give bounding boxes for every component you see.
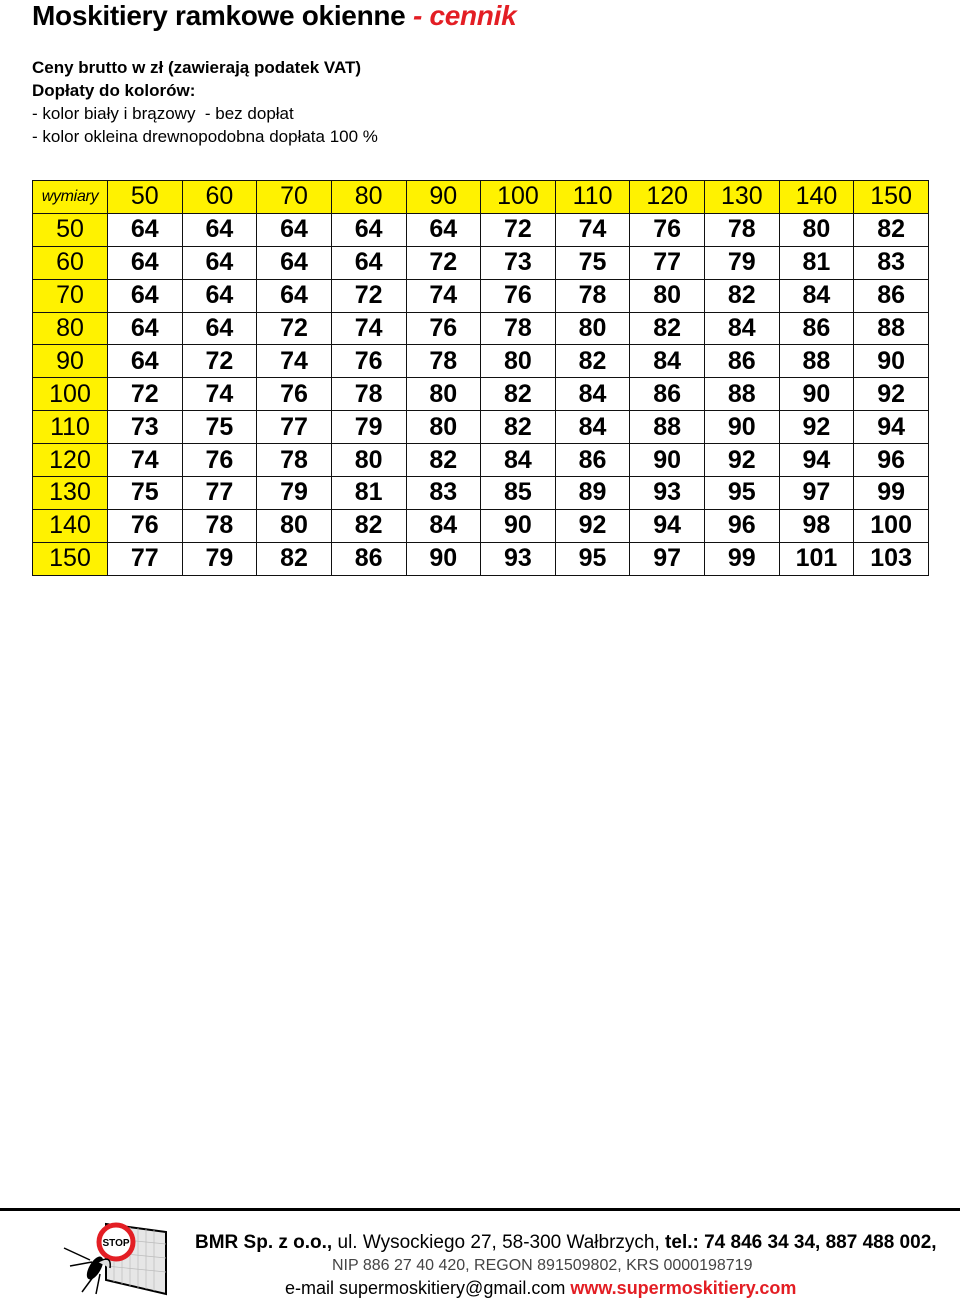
price-cell: 90 bbox=[779, 378, 854, 411]
address-line bbox=[195, 1231, 935, 1254]
price-cell: 92 bbox=[779, 411, 854, 444]
prices-note: Ceny brutto w zł (zawierają podatek VAT) bbox=[32, 58, 362, 77]
price-cell: 78 bbox=[331, 378, 406, 411]
price-cell: 78 bbox=[481, 312, 556, 345]
title-accent: - cennik bbox=[412, 0, 517, 31]
price-cell: 64 bbox=[182, 246, 257, 279]
price-cell: 88 bbox=[705, 378, 780, 411]
company-phone: tel.: 74 846 34 34, 887 488 002, bbox=[665, 1232, 937, 1253]
column-header: 130 bbox=[705, 181, 780, 214]
price-cell: 80 bbox=[555, 312, 630, 345]
price-cell: 80 bbox=[406, 378, 481, 411]
price-cell: 74 bbox=[331, 312, 406, 345]
price-cell: 64 bbox=[406, 213, 481, 246]
price-cell: 80 bbox=[630, 279, 705, 312]
price-cell: 76 bbox=[630, 213, 705, 246]
price-cell: 72 bbox=[481, 213, 556, 246]
price-cell: 79 bbox=[182, 542, 257, 575]
price-cell: 100 bbox=[854, 509, 929, 542]
price-cell: 76 bbox=[257, 378, 332, 411]
row-header: 120 bbox=[33, 444, 108, 477]
price-cell: 82 bbox=[481, 411, 556, 444]
price-cell: 64 bbox=[257, 279, 332, 312]
price-cell: 77 bbox=[630, 246, 705, 279]
surcharge-line-2: - kolor okleina drewnopodobna dopłata 100 % bbox=[32, 127, 378, 146]
price-cell: 72 bbox=[257, 312, 332, 345]
price-cell: 99 bbox=[854, 477, 929, 510]
price-cell: 101 bbox=[779, 542, 854, 575]
column-header: 150 bbox=[854, 181, 929, 214]
row-header: 130 bbox=[33, 477, 108, 510]
table-row bbox=[33, 213, 929, 246]
price-cell: 64 bbox=[108, 213, 183, 246]
table-row bbox=[33, 477, 929, 510]
column-header: 110 bbox=[555, 181, 630, 214]
table-row bbox=[33, 378, 929, 411]
price-cell: 82 bbox=[705, 279, 780, 312]
price-cell: 85 bbox=[481, 477, 556, 510]
column-header: 80 bbox=[331, 181, 406, 214]
price-cell: 72 bbox=[331, 279, 406, 312]
price-cell: 103 bbox=[854, 542, 929, 575]
price-cell: 82 bbox=[481, 378, 556, 411]
price-cell: 84 bbox=[406, 509, 481, 542]
price-table bbox=[32, 180, 929, 576]
price-cell: 76 bbox=[481, 279, 556, 312]
price-cell: 86 bbox=[779, 312, 854, 345]
table-row bbox=[33, 444, 929, 477]
row-header: 80 bbox=[33, 312, 108, 345]
price-cell: 82 bbox=[555, 345, 630, 378]
price-cell: 99 bbox=[705, 542, 780, 575]
price-cell: 82 bbox=[331, 509, 406, 542]
table-row bbox=[33, 542, 929, 575]
column-header: 100 bbox=[481, 181, 556, 214]
price-cell: 90 bbox=[406, 542, 481, 575]
row-header: 150 bbox=[33, 542, 108, 575]
column-header: 90 bbox=[406, 181, 481, 214]
row-header: 110 bbox=[33, 411, 108, 444]
price-cell: 77 bbox=[108, 542, 183, 575]
price-cell: 72 bbox=[182, 345, 257, 378]
price-cell: 80 bbox=[406, 411, 481, 444]
mosquito-stop-logo-icon bbox=[62, 1218, 170, 1296]
price-cell: 95 bbox=[555, 542, 630, 575]
column-header: 120 bbox=[630, 181, 705, 214]
table-header-row bbox=[33, 181, 929, 214]
price-cell: 75 bbox=[108, 477, 183, 510]
price-cell: 84 bbox=[705, 312, 780, 345]
price-cell: 64 bbox=[182, 279, 257, 312]
price-cell: 88 bbox=[854, 312, 929, 345]
price-cell: 77 bbox=[182, 477, 257, 510]
price-cell: 92 bbox=[854, 378, 929, 411]
svg-text:STOP: STOP bbox=[102, 1238, 130, 1249]
price-cell: 80 bbox=[257, 509, 332, 542]
pricing-info bbox=[32, 56, 378, 148]
price-cell: 94 bbox=[854, 411, 929, 444]
price-cell: 84 bbox=[555, 411, 630, 444]
price-cell: 90 bbox=[705, 411, 780, 444]
price-cell: 90 bbox=[630, 444, 705, 477]
price-cell: 78 bbox=[555, 279, 630, 312]
price-cell: 94 bbox=[779, 444, 854, 477]
price-cell: 64 bbox=[257, 213, 332, 246]
price-cell: 96 bbox=[854, 444, 929, 477]
price-cell: 82 bbox=[257, 542, 332, 575]
price-cell: 81 bbox=[779, 246, 854, 279]
price-cell: 90 bbox=[854, 345, 929, 378]
contact-line bbox=[195, 1277, 935, 1300]
price-cell: 96 bbox=[705, 509, 780, 542]
price-cell: 84 bbox=[630, 345, 705, 378]
price-cell: 92 bbox=[705, 444, 780, 477]
price-cell: 83 bbox=[406, 477, 481, 510]
price-cell: 74 bbox=[555, 213, 630, 246]
company-address: ul. Wysockiego 27, 58-300 Wałbrzych, bbox=[332, 1232, 666, 1253]
price-cell: 88 bbox=[630, 411, 705, 444]
price-cell: 79 bbox=[705, 246, 780, 279]
price-cell: 73 bbox=[108, 411, 183, 444]
price-cell: 79 bbox=[331, 411, 406, 444]
price-cell: 97 bbox=[779, 477, 854, 510]
price-cell: 64 bbox=[331, 246, 406, 279]
table-row bbox=[33, 279, 929, 312]
surcharge-line-1: - kolor biały i brązowy - bez dopłat bbox=[32, 104, 294, 123]
column-header: 60 bbox=[182, 181, 257, 214]
price-cell: 80 bbox=[779, 213, 854, 246]
corner-label: wymiary bbox=[33, 181, 108, 214]
row-header: 50 bbox=[33, 213, 108, 246]
price-table-body bbox=[33, 181, 929, 576]
price-cell: 79 bbox=[257, 477, 332, 510]
price-cell: 76 bbox=[331, 345, 406, 378]
page-title bbox=[32, 0, 516, 32]
price-cell: 74 bbox=[182, 378, 257, 411]
price-cell: 86 bbox=[854, 279, 929, 312]
surcharge-title: Dopłaty do kolorów: bbox=[32, 81, 196, 100]
price-cell: 75 bbox=[555, 246, 630, 279]
price-cell: 64 bbox=[182, 312, 257, 345]
row-header: 60 bbox=[33, 246, 108, 279]
price-cell: 90 bbox=[481, 509, 556, 542]
price-cell: 86 bbox=[331, 542, 406, 575]
price-cell: 97 bbox=[630, 542, 705, 575]
price-cell: 74 bbox=[257, 345, 332, 378]
price-cell: 78 bbox=[705, 213, 780, 246]
table-row bbox=[33, 411, 929, 444]
price-cell: 76 bbox=[108, 509, 183, 542]
price-cell: 73 bbox=[481, 246, 556, 279]
price-cell: 86 bbox=[705, 345, 780, 378]
price-cell: 82 bbox=[406, 444, 481, 477]
company-name: BMR Sp. z o.o., bbox=[195, 1232, 333, 1253]
table-row bbox=[33, 312, 929, 345]
column-header: 140 bbox=[779, 181, 854, 214]
price-cell: 81 bbox=[331, 477, 406, 510]
price-cell: 64 bbox=[108, 345, 183, 378]
price-cell: 82 bbox=[630, 312, 705, 345]
price-cell: 86 bbox=[630, 378, 705, 411]
price-cell: 64 bbox=[257, 246, 332, 279]
price-cell: 76 bbox=[182, 444, 257, 477]
company-contact bbox=[195, 1231, 935, 1300]
row-header: 70 bbox=[33, 279, 108, 312]
price-cell: 93 bbox=[481, 542, 556, 575]
row-header: 100 bbox=[33, 378, 108, 411]
table-row bbox=[33, 345, 929, 378]
table-row bbox=[33, 509, 929, 542]
price-cell: 74 bbox=[406, 279, 481, 312]
row-header: 140 bbox=[33, 509, 108, 542]
price-cell: 64 bbox=[108, 246, 183, 279]
price-cell: 74 bbox=[108, 444, 183, 477]
price-cell: 83 bbox=[854, 246, 929, 279]
price-cell: 64 bbox=[331, 213, 406, 246]
price-cell: 64 bbox=[108, 279, 183, 312]
price-cell: 78 bbox=[182, 509, 257, 542]
price-cell: 84 bbox=[779, 279, 854, 312]
title-main: Moskitiery ramkowe okienne bbox=[32, 0, 406, 31]
price-cell: 80 bbox=[481, 345, 556, 378]
price-cell: 89 bbox=[555, 477, 630, 510]
price-cell: 72 bbox=[406, 246, 481, 279]
company-website-link[interactable]: www.supermoskitiery.com bbox=[570, 1278, 797, 1298]
price-cell: 64 bbox=[182, 213, 257, 246]
row-header: 90 bbox=[33, 345, 108, 378]
footer-divider bbox=[0, 1208, 960, 1211]
registry-line: NIP 886 27 40 420, REGON 891509802, KRS 0000198719 bbox=[332, 1257, 753, 1274]
price-cell: 75 bbox=[182, 411, 257, 444]
price-cell: 80 bbox=[331, 444, 406, 477]
price-cell: 78 bbox=[406, 345, 481, 378]
price-cell: 94 bbox=[630, 509, 705, 542]
column-header: 50 bbox=[108, 181, 183, 214]
price-cell: 76 bbox=[406, 312, 481, 345]
company-email[interactable]: e-mail supermoskitiery@gmail.com bbox=[285, 1278, 571, 1298]
price-cell: 98 bbox=[779, 509, 854, 542]
price-cell: 78 bbox=[257, 444, 332, 477]
price-cell: 92 bbox=[555, 509, 630, 542]
table-row bbox=[33, 246, 929, 279]
price-cell: 72 bbox=[108, 378, 183, 411]
price-cell: 88 bbox=[779, 345, 854, 378]
price-cell: 82 bbox=[854, 213, 929, 246]
column-header: 70 bbox=[257, 181, 332, 214]
price-cell: 93 bbox=[630, 477, 705, 510]
price-cell: 64 bbox=[108, 312, 183, 345]
price-cell: 86 bbox=[555, 444, 630, 477]
price-cell: 77 bbox=[257, 411, 332, 444]
price-cell: 95 bbox=[705, 477, 780, 510]
price-cell: 84 bbox=[555, 378, 630, 411]
price-cell: 84 bbox=[481, 444, 556, 477]
